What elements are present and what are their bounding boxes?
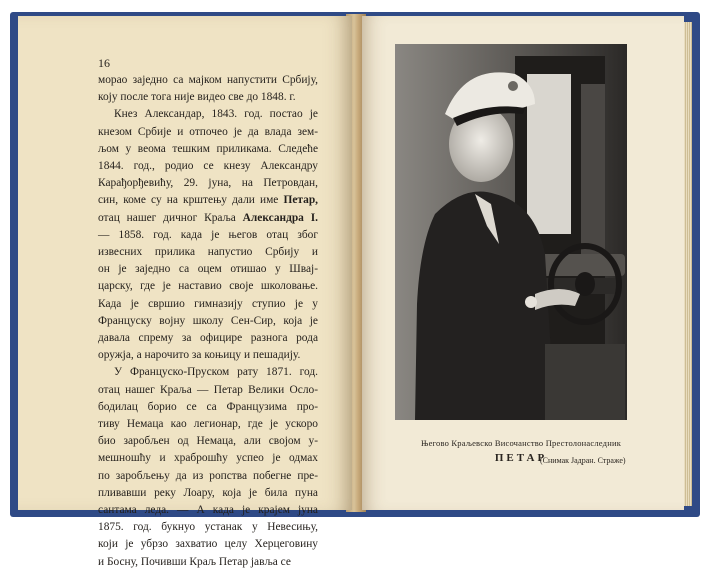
caption-name: ПЕТАР <box>494 452 548 464</box>
page-number: 16 <box>98 56 110 70</box>
text-span: син, коме су на крштењу дали име <box>98 194 284 207</box>
portrait-photo <box>395 44 627 420</box>
text-line: морао заједно са мајком напустити Србију, <box>98 74 318 86</box>
text-line: по заробљењу да из ропства побегне пре- <box>98 469 318 482</box>
caption-credit: (Снимак Јадран. Страже) <box>540 456 626 465</box>
text-line: бодилац борио се са Французима про- <box>98 400 318 413</box>
text-line <box>98 210 318 227</box>
text-line: Француску војну школу Сен-Сир, која је <box>98 314 318 327</box>
text-line: кнезом Србије и отпочео је да влада зем- <box>98 125 318 138</box>
text-line: којy после тога није видео све до 1848. г. <box>98 91 296 104</box>
body-text <box>98 72 318 571</box>
text-line: који је убрзо захватио целу Херцеговину <box>98 538 318 551</box>
caption-title: Његово Краљевско Височанство Престолонаследник <box>420 438 622 448</box>
text-span: Карађорђевићу, 29. јуна, на Петровдан, <box>98 177 318 190</box>
bold-name: Петар, <box>283 194 318 207</box>
text-line: 1875. год. букнуо устанак у Невесињу, <box>98 521 318 534</box>
text-span: отац нашег дичног Краља <box>98 211 243 224</box>
photo-illustration <box>395 44 627 420</box>
text-line: Када је свршио гимназију ступио је у <box>98 297 318 310</box>
text-line: оружја, а нарочито за коњицу и пешадију. <box>98 349 301 362</box>
text-line: био заробљен од Немаца, али својом у- <box>98 435 318 448</box>
text-line: мешношћу и храброшћу успео је одмах <box>98 452 318 465</box>
text-line: У Француско-Пруском рату 1871. год. <box>114 366 318 379</box>
text-line: љом у веома тешким приликама. Следеће <box>98 142 318 155</box>
bold-name: Александра I. <box>242 211 319 224</box>
text-line: царску, где је наставио своје школовање. <box>98 280 318 293</box>
text-line: он је заједно са оцем отишао у Швај- <box>98 263 318 276</box>
text-line: Кнез Александар, 1843. год. постао је <box>114 108 318 121</box>
text-line: 1844. год., родио се кнезу Александру <box>98 160 318 173</box>
text-line: — 1858. год. када је његов отац због <box>98 228 318 241</box>
text-line <box>98 192 318 209</box>
text-line <box>98 175 318 192</box>
text-line: давала спрему за официре разнога рода <box>98 332 318 345</box>
text-line: пливавши реку Лоару, која је била пуна <box>98 486 318 499</box>
text-line: и Босну, Почивши Краљ Петар јавља се <box>98 555 291 568</box>
text-line: сантама леда. — А када је крајем јуна <box>98 504 318 517</box>
text-line: отац нашег Краља — Петар Велики Осло- <box>98 383 318 396</box>
text-line: извесних прилика напустио Србију и <box>98 246 318 259</box>
text-line: тиву Немаца као легионар, где је ускоро <box>98 418 318 431</box>
